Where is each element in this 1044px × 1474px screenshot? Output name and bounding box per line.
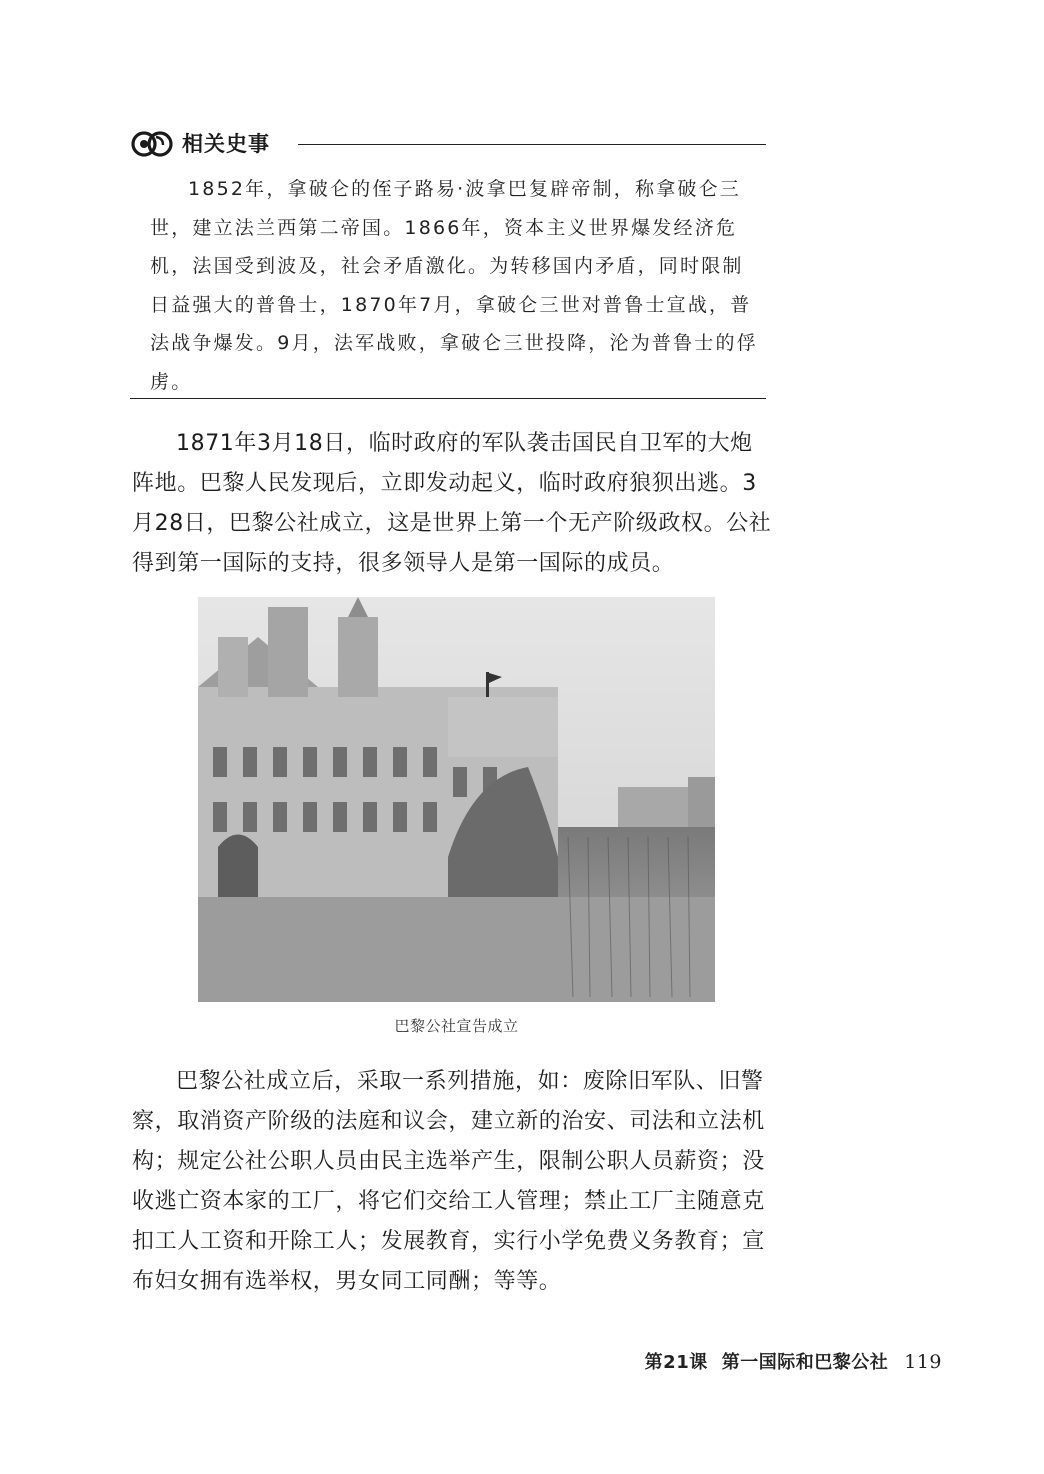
page-number: 119 <box>904 1351 942 1373</box>
photo-illustration <box>198 597 715 1002</box>
paragraph-commune-uprising: 1871年3月18日，临时政府的军队袭击国民自卫军的大炮阵地。巴黎人民发现后，立即发动起义，临时政府狼狈出逃。3月28日，巴黎公社成立，这是世界上第一个无产阶级政权。公社得到第一国际的支持，很多领导人是第一国际的成员。 <box>132 431 772 576</box>
sidebar-body: 1852年，拿破仑的侄子路易·波拿巴复辟帝制，称拿破仑三世，建立法兰西第二帝国。1866年，资本主义世界爆发经济危机，法国受到波及，社会矛盾激化。为转移国内矛盾，同时限制日益强大的普鲁士，1870年7月，拿破仑三世对普鲁士宣战，普法战争爆发。9月，法军战败，拿破仑三世投降，沦为普鲁士的俘虏。 <box>150 178 758 393</box>
lesson-title: 第一国际和巴黎公社 <box>721 1352 889 1373</box>
related-history-icon <box>130 124 174 164</box>
related-history-header <box>130 122 766 166</box>
photo-caption: 巴黎公社宣告成立 <box>394 1017 519 1035</box>
sidebar-top-rule <box>298 144 766 145</box>
sidebar-title: 相关史事 <box>182 132 270 156</box>
lesson-number: 第21课 <box>644 1352 708 1373</box>
page-footer <box>645 1348 942 1374</box>
paragraph-commune-measures: 巴黎公社成立后，采取一系列措施，如：废除旧军队、旧警察，取消资产阶级的法庭和议会，建立新的治安、司法和立法机构；规定公社公职人员由民主选举产生，限制公职人员薪资；没收逃亡资本家的工厂，将它们交给工人管理；禁止工厂主随意克扣工人工资和开除工人；发展教育，实行小学免费义务教育；宣布妇女拥有选举权，男女同工同酬；等等。 <box>132 1069 765 1294</box>
paris-commune-photo <box>198 597 715 1002</box>
sidebar-bottom-rule <box>130 398 766 399</box>
